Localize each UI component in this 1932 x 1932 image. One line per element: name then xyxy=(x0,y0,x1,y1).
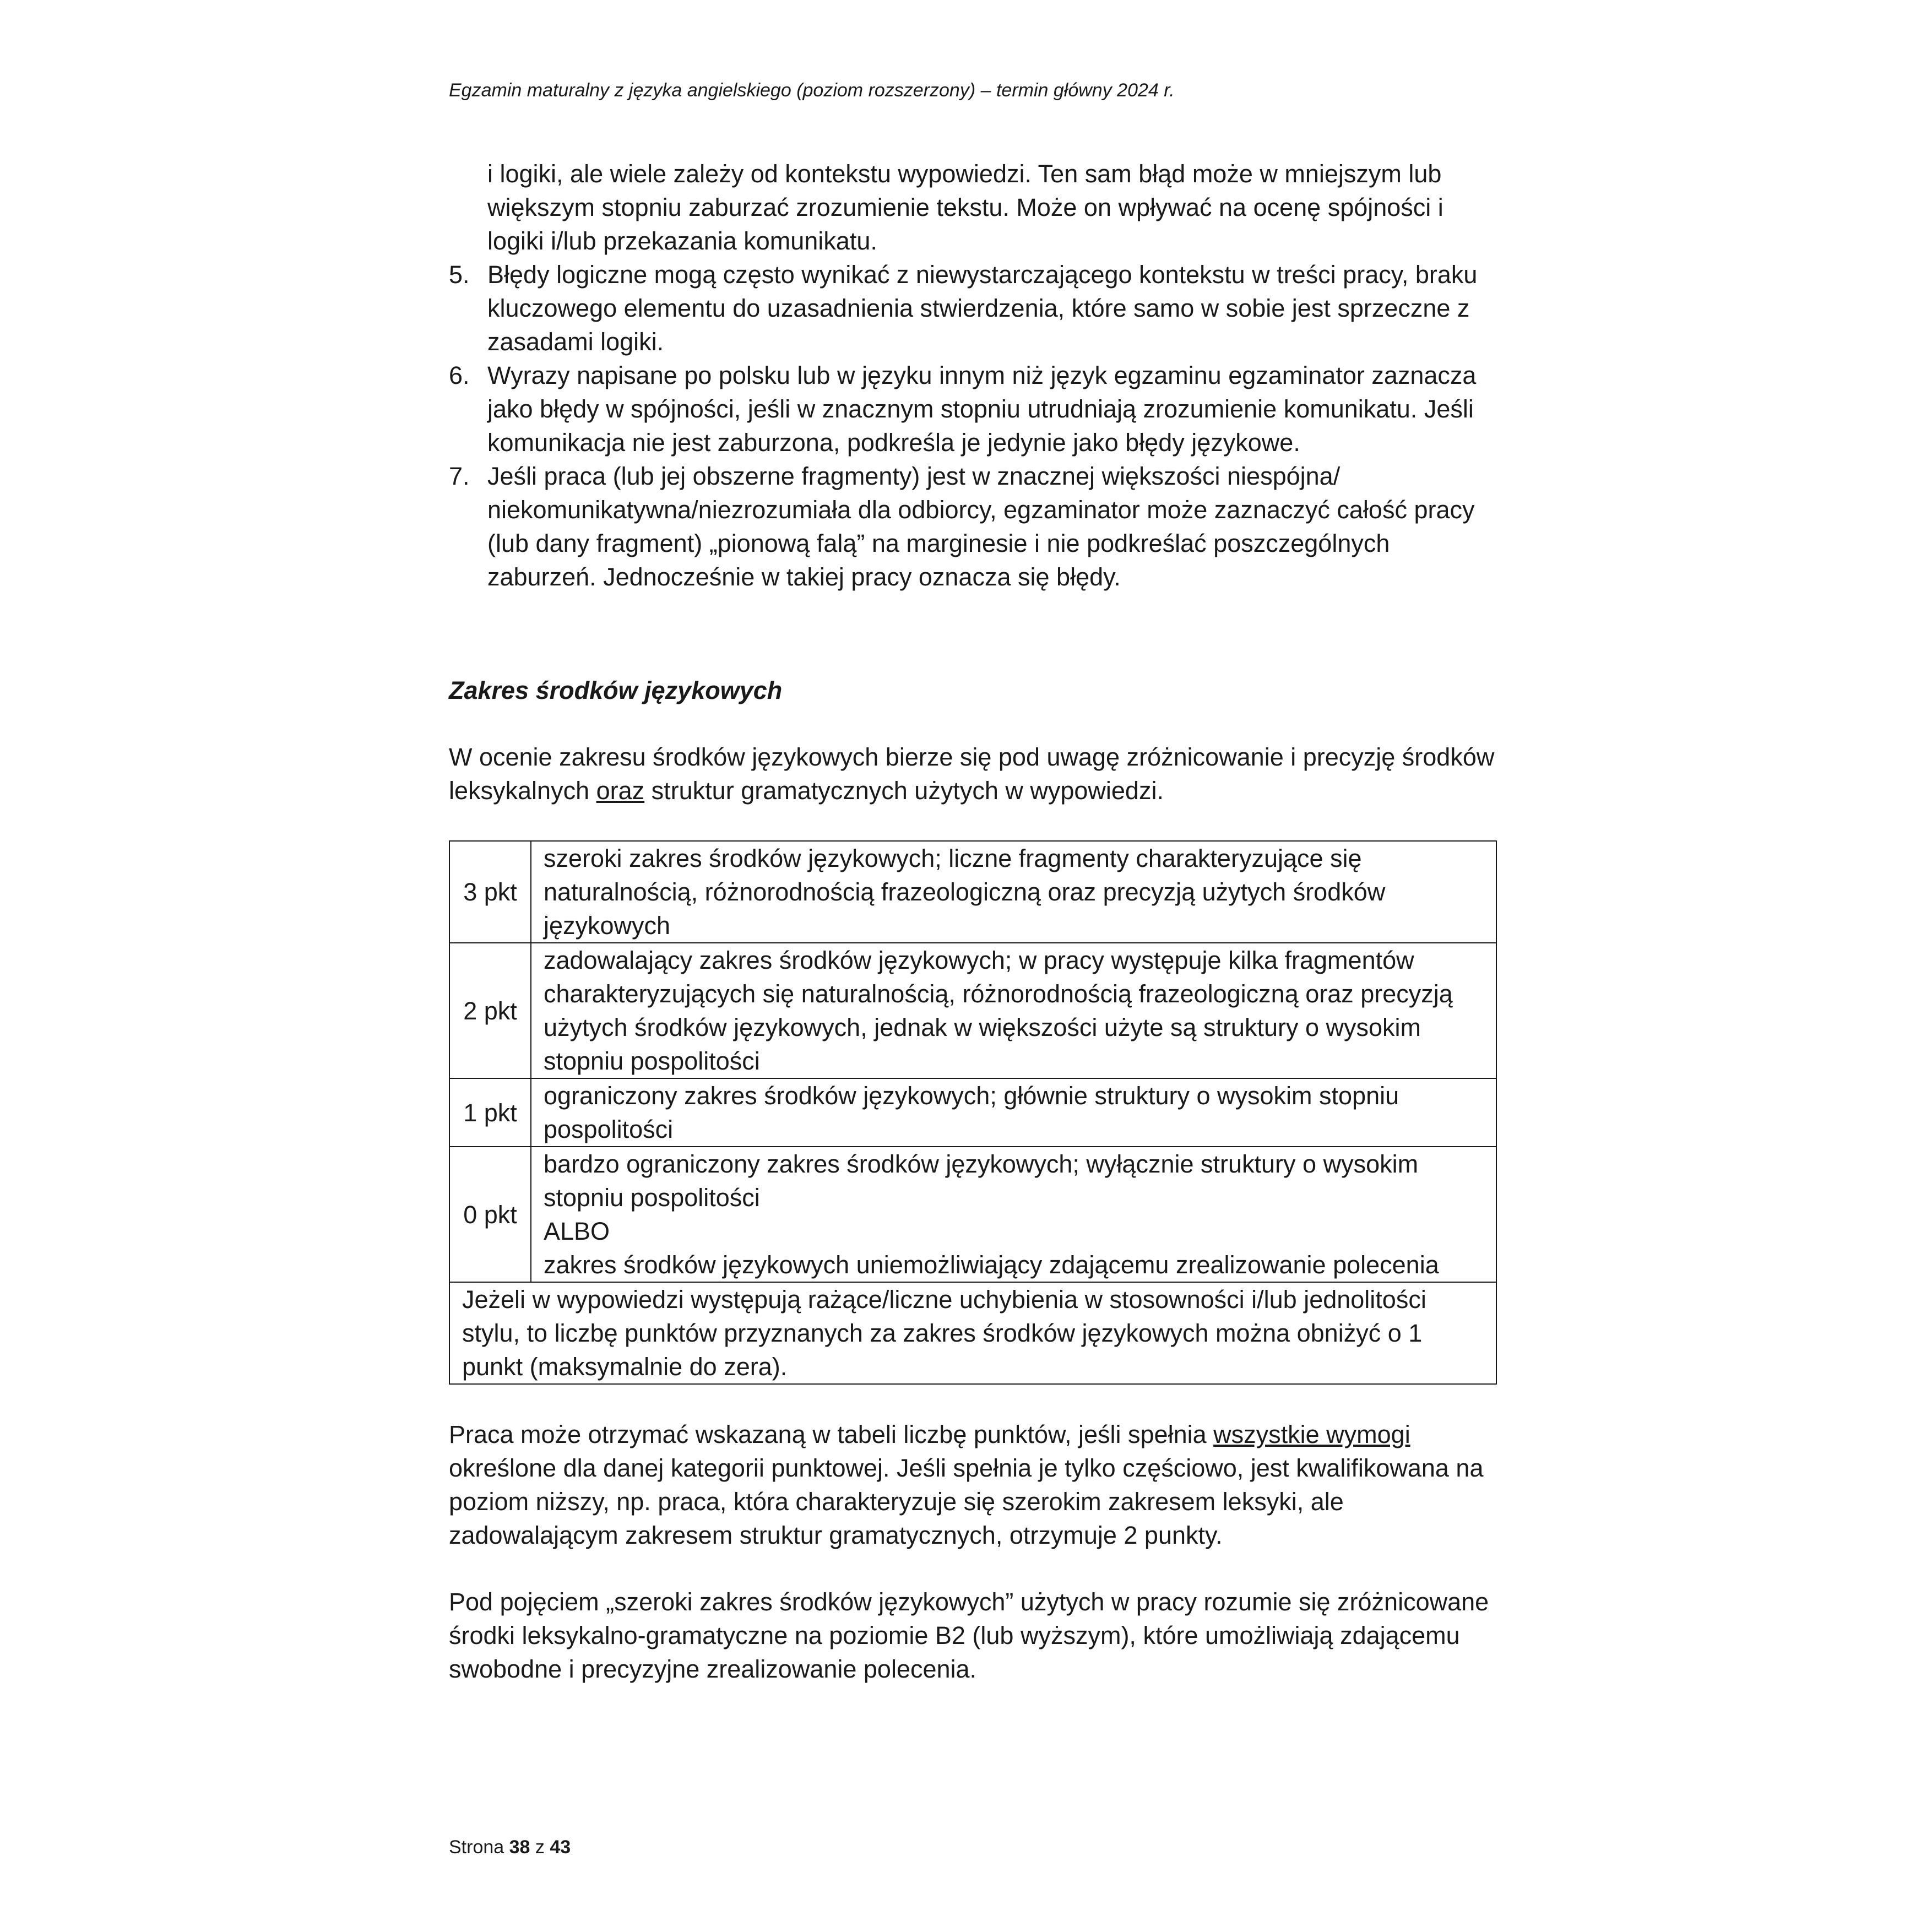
description-cell xyxy=(531,1147,1496,1282)
description-line: szeroki zakres środków językowych; liczne fragmenty charakteryzujące się naturalnością, różnorodnością frazeologiczną oraz precyzją użytych środków językowych xyxy=(544,844,1386,940)
table-note: Jeżeli w wypowiedzi występują rażące/liczne uchybienia w stosowności i/lub jednolitości stylu, to liczbę punktów przyznanych za zakres środków językowych można obniżyć o 1 punkt (maksymalnie do zera). xyxy=(449,1282,1496,1384)
footer-total-pages: 43 xyxy=(550,1837,571,1858)
continued-rule-text: i logiki, ale wiele zależy od kontekstu wypowiedzi. Ten sam błąd może w mniejszym lub większym stopniu zaburzać zrozumienie tekstu. Może on wpływać na ocenę spójności i logiki i/lub przekazania komunikatu. xyxy=(487,160,1443,255)
intro-text-end: struktur gramatycznych użytych w wypowiedzi. xyxy=(644,777,1164,805)
points-cell: 2 pkt xyxy=(449,943,531,1078)
rules-list xyxy=(449,258,1495,594)
rule-number: 5. xyxy=(449,261,470,289)
paragraph-underlined-text: wszystkie wymogi xyxy=(1213,1420,1410,1448)
footer-separator: z xyxy=(535,1837,545,1858)
description-line: ograniczony zakres środków językowych; głównie struktury o wysokim stopniu pospolitości xyxy=(544,1082,1399,1143)
intro-paragraph xyxy=(449,740,1495,807)
footer-page-number: 38 xyxy=(509,1837,530,1858)
description-line-albo: ALBO xyxy=(544,1217,610,1245)
points-cell: 3 pkt xyxy=(449,841,531,943)
rule-text: Błędy logiczne mogą często wynikać z niewystarczającego kontekstu w treści pracy, braku kluczowego elementu do uzasadnienia stwierdzenia, które samo w sobie jest sprzeczne z zasadami logiki. xyxy=(487,261,1478,356)
points-cell: 0 pkt xyxy=(449,1147,531,1282)
rule-text: Wyrazy napisane po polsku lub w języku innym niż język egzaminu egzaminator zaznacza jako błędy w spójności, jeśli w znacznym stopniu utrudniają zrozumienie komunikatu. Jeśli komunikacja nie jest zaburzona, podkreśla je jedynie jako błędy językowe. xyxy=(487,361,1477,457)
table-note-row xyxy=(449,1282,1496,1384)
scoring-table xyxy=(449,840,1497,1385)
footer-label: Strona xyxy=(449,1837,504,1858)
description-line: zakres środków językowych uniemożliwiający zdającemu zrealizowanie polecenia xyxy=(544,1251,1439,1279)
points-cell: 1 pkt xyxy=(449,1078,531,1147)
table-row xyxy=(449,1078,1496,1147)
description-line: bardzo ograniczony zakres środków językowych; wyłącznie struktury o wysokim stopniu pospolitości xyxy=(544,1150,1419,1212)
paragraph-text: Praca może otrzymać wskazaną w tabeli liczbę punktów, jeśli spełnia xyxy=(449,1420,1214,1448)
section-title: Zakres środków językowych xyxy=(449,676,783,704)
table-row xyxy=(449,841,1496,943)
rule-text: Jeśli praca (lub jej obszerne fragmenty) jest w znacznej większości niespójna/ niekomunikatywna/niezrozumiała dla odbiorcy, egzaminator może zaznaczyć całość pracy (lub dany fragment) „pionową falą” na marginesie i nie podkreślać poszczególnych zaburzeń. Jednocześnie w takiej pracy oznacza się błędy. xyxy=(487,462,1475,591)
page-header: Egzamin maturalny z języka angielskiego (poziom rozszerzony) – termin główny 2024 r. xyxy=(449,80,1175,101)
rule-number: 6. xyxy=(449,361,470,389)
description-cell xyxy=(531,1078,1496,1147)
rule-item xyxy=(449,459,1495,594)
rule-number: 7. xyxy=(449,462,470,490)
description-cell xyxy=(531,841,1496,943)
table-row xyxy=(449,943,1496,1078)
intro-underlined-text: oraz xyxy=(596,777,645,805)
description-cell xyxy=(531,943,1496,1078)
paragraph-definition: Pod pojęciem „szeroki zakres środków językowych” użytych w pracy rozumie się zróżnicowane środki leksykalno-gramatyczne na poziomie B2 (lub wyższym), które umożliwiają zdającemu swobodne i precyzyjne zrealizowanie polecenia. xyxy=(449,1588,1489,1683)
description-line: zadowalający zakres środków językowych; w pracy występuje kilka fragmentów charakteryzujących się naturalnością, różnorodnością frazeologiczną oraz precyzją użytych środków językowych, jednak w większości użyte są struktury o wysokim stopniu pospolitości xyxy=(544,946,1453,1075)
page-footer xyxy=(449,1837,571,1858)
rule-item xyxy=(449,258,1495,359)
page-content xyxy=(449,157,1495,1686)
paragraph-requirements xyxy=(449,1418,1495,1552)
paragraph-text-end: określone dla danej kategorii punktowej. Jeśli spełnia je tylko częściowo, jest kwalifikowana na poziom niższy, np. praca, która charakteryzuje się szerokim zakresem leksyki, ale zadowalającym zakresem struktur gramatycznych, otrzymuje 2 punkty. xyxy=(449,1454,1484,1549)
rule-item xyxy=(449,359,1495,459)
table-row xyxy=(449,1147,1496,1282)
intro-text: W ocenie zakresu środków językowych bierze się pod uwagę zróżnicowanie i precyzję środków leksykalnych xyxy=(449,743,1495,805)
